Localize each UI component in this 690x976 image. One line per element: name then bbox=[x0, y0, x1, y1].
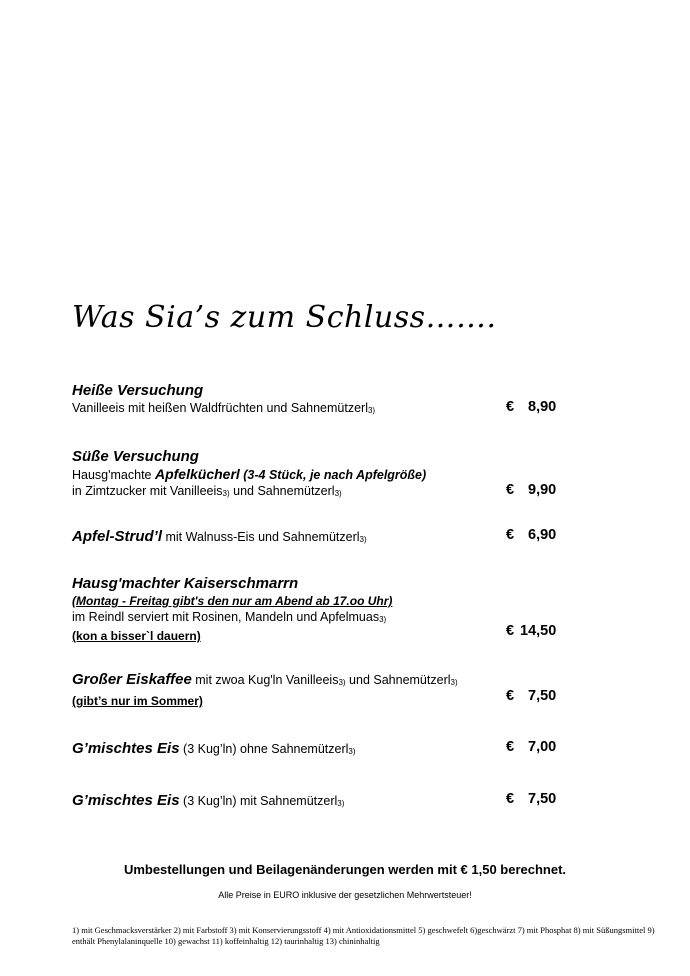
item-description: Vanilleeis mit heißen Waldfrüchten und Sahnemützerl$_{3)}$ bbox=[72, 401, 376, 415]
item-price: € 7,50 bbox=[506, 791, 557, 807]
item-name: Süße Versuchung bbox=[72, 448, 199, 465]
item-note: (gibt’s nur im Sommer) bbox=[72, 694, 203, 708]
item-price: € 9,90 bbox=[506, 482, 557, 498]
item-description: im Reindl serviert mit Rosinen, Mandeln und Apfelmuas$_{3)}$ bbox=[72, 610, 387, 624]
menu-item-eiskaffee: Großer Eiskaffee mit zwoa Kug'ln Vanilleeis$_{3)}$ und Sahnemützerl$_{3)}$ (gibt’s nur im Sommer) bbox=[72, 670, 572, 709]
item-description: Hausg'machte Apfelkücherl (3-4 Stück, je nach Apfelgröße) bbox=[72, 466, 427, 482]
surcharge-note: Umbestellungen und Beilagenänderungen werden mit € 1,50 berechnet. bbox=[123, 862, 567, 877]
menu-item-suesse-versuchung bbox=[72, 447, 572, 502]
item-price: € 7,00 bbox=[506, 739, 557, 755]
item-description: mit zwoa Kug'ln Vanilleeis bbox=[191, 673, 339, 687]
item-price: € 7,50 bbox=[506, 688, 557, 704]
item-price: € 8,90 bbox=[506, 399, 557, 415]
item-name: G’mischtes Eis bbox=[72, 740, 180, 757]
item-description-2: in Zimtzucker mit Vanilleeis$_{3)}$ und Sahnemützerl$_{3)}$ bbox=[72, 484, 342, 498]
item-description: (3 Kug’ln) ohne Sahnemützerl bbox=[179, 742, 349, 756]
menu-item-apfel-strudl: Apfel-Strud’l mit Walnuss-Eis und Sahnemützerl$_{3)}$ bbox=[72, 528, 367, 545]
item-name: Großer Eiskaffee bbox=[72, 671, 192, 688]
item-description: (3 Kug’ln) mit Sahnemützerl bbox=[179, 794, 338, 808]
menu-item-kaiserschmarrn bbox=[72, 574, 572, 644]
vat-note: Alle Preise in EURO inklusive der gesetzlichen Mehrwertsteuer! bbox=[218, 890, 472, 900]
item-name: G’mischtes Eis bbox=[72, 792, 180, 809]
menu-item-gmischtes-eis-ohne: G’mischtes Eis (3 Kug’ln) ohne Sahnemützerl$_{3)}$ bbox=[72, 740, 356, 757]
menu-title: Was Sia’s zum Schluss……. bbox=[72, 300, 497, 335]
menu-item-gmischtes-eis-mit: G’mischtes Eis (3 Kug’ln) mit Sahnemützerl$_{3)}$ bbox=[72, 792, 345, 809]
item-name: Hausg'machter Kaiserschmarrn bbox=[72, 575, 299, 592]
item-price: € 6,90 bbox=[506, 527, 557, 543]
item-note-2: (kon a bisser`l dauern) bbox=[72, 629, 201, 643]
item-note: (Montag - Freitag gibt's den nur am Abend ab 17.oo Uhr) bbox=[72, 594, 393, 608]
menu-item-heisse-versuchung bbox=[72, 381, 572, 419]
item-name: Heiße Versuchung bbox=[72, 382, 204, 399]
allergen-legend: 1) mit Geschmacksverstärker 2) mit Farbstoff 3) mit Konservierungsstoff 4) mit Antioxidationsmittel 5) geschwefelt 6)geschwärzt 7) mit Phosphat 8) mit Süßungsmittel 9) enthält Phenylalaninquelle 10) gewachst 11) koffeinhaltig 12) taurinhaltig 13) chininhaltig bbox=[72, 925, 655, 946]
item-price: € 14,50 bbox=[506, 623, 557, 639]
item-description: mit Walnuss-Eis und Sahnemützerl bbox=[162, 530, 360, 544]
item-name: Apfel-Strud’l bbox=[72, 528, 162, 545]
